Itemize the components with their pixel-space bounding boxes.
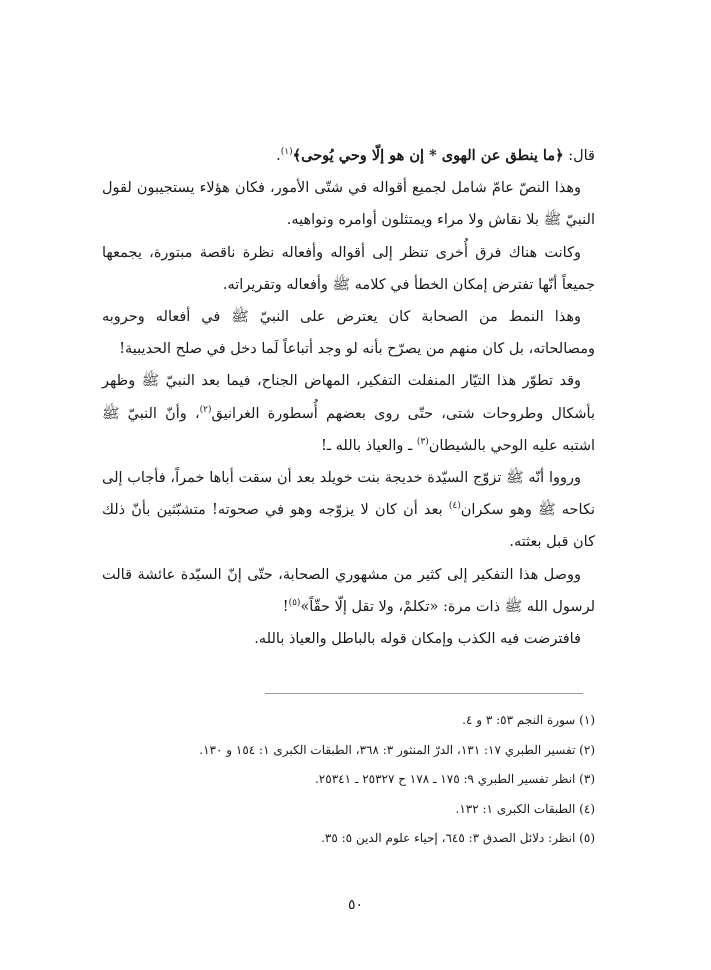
footnote-ref-4: (٤) xyxy=(448,501,461,512)
footnote-3: (٣) انظر تفسير الطبري ٩: ١٧٥ ـ ١٧٨ ح ٢٥٣٢٧ ـ ٢٥٣٤١. xyxy=(314,772,595,786)
footnote-ref-5: (٥) xyxy=(288,598,301,609)
paragraph-6-part-b: بعد أن كان لا يزوّجه وهو في صحوته! متشبّثين بأنّ ذلك كان قبل بعثته. xyxy=(102,502,595,551)
quran-verse: ﴿ما ينطق عن الهوى * إن هو إلّا وحي يُوحى﴾ xyxy=(292,147,564,164)
paragraph-5-part-a: وقد تطوّر هذا التيّار المنفلت التفكير، المهاض الجناح، فيما بعد النبيّ ﷺ وظهر بأشكال وطروحات شتى، حتّى روى بعضهم أُسطورة الغرانيق xyxy=(102,373,595,422)
footnote-ref-2: (٢) xyxy=(199,404,212,415)
page-number: ٥٠ xyxy=(347,897,364,913)
footnote-1: (١) سورة النجم ٥٣: ٣ و ٤. xyxy=(462,713,595,727)
footnote-ref-3: (٣) xyxy=(416,437,429,447)
paragraph-5 xyxy=(102,365,595,462)
paragraph-5-part-c: ـ والعياذ بالله ـ! xyxy=(320,437,417,454)
quote-lead: قال: xyxy=(563,148,595,164)
quote-tail: . xyxy=(276,148,281,164)
paragraph-7 xyxy=(102,559,595,623)
paragraph-4: وهذا النمط من الصحابة كان يعترض على النبيّ ﷺ في أفعاله وحروبه ومصالحاته، بل كان منهم من يصرّح بأنه لو وجد أتباعاً لَما دخل في صلح الحديبية! xyxy=(102,309,595,358)
paragraph-quran-quote xyxy=(102,140,595,172)
paragraph-5-part-b: ، وأنّ النبيّ ﷺ اشتبه عليه الوحي بالشيطان xyxy=(102,405,595,454)
footnotes xyxy=(102,706,595,854)
paragraph-2: وهذا النصّ عامّ شامل لجميع أقواله في شتّى الأمور، فكان هؤلاء يستجيبون لقول النبيّ ﷺ بلا نقاش ولا مراء ويمتثلون أوامره ونواهيه. xyxy=(102,180,595,229)
paragraph-6 xyxy=(102,462,595,559)
paragraph-8: فافترضت فيه الكذب وإمكان قوله بالباطل والعياذ بالله. xyxy=(254,631,581,648)
paragraph-3: وكانت هناك فرق أُخرى تنظر إلى أقواله وأفعاله نظرة ناقصة مبتورة، يجمعها جميعاً أنّها تفترض إمكان الخطأ في كلامه ﷺ وأفعاله وتقريراته. xyxy=(102,244,595,293)
footnote-2: (٢) تفسير الطبري ١٧: ١٣١، الدرّ المنثور ٣: ٣٦٨، الطبقات الكبرى ١: ١٥٤ و ١٣٠. xyxy=(199,742,595,757)
footnote-4: (٤) الطبقات الكبرى ١: ١٣٢. xyxy=(455,801,595,816)
footnote-ref-1: (١) xyxy=(280,147,293,158)
paragraph-7-part-a: ووصل هذا التفكير إلى كثير من مشهوري الصحابة، حتّى إنّ السيّدة عائشة قالت لرسول الله ﷺ ذات مرة: «تكلمْ، ولا تقل إلّا حقّاً» xyxy=(102,566,595,615)
footnote-divider xyxy=(265,693,583,694)
paragraph-6-part-a: ورووا أنّه ﷺ تزوّج السيّدة خديجة بنت خويلد بعد أن سقت أباها خمراً، فأجاب إلى نكاحه ﷺ وهو سكران xyxy=(102,470,595,519)
footnote-5: (٥) انظر: دلائل الصدق ٣: ٦٤٥، إحياء علوم الدين ٥: ٣٥. xyxy=(321,831,595,845)
main-text xyxy=(102,140,595,655)
paragraph-7-part-b: ! xyxy=(282,598,289,615)
